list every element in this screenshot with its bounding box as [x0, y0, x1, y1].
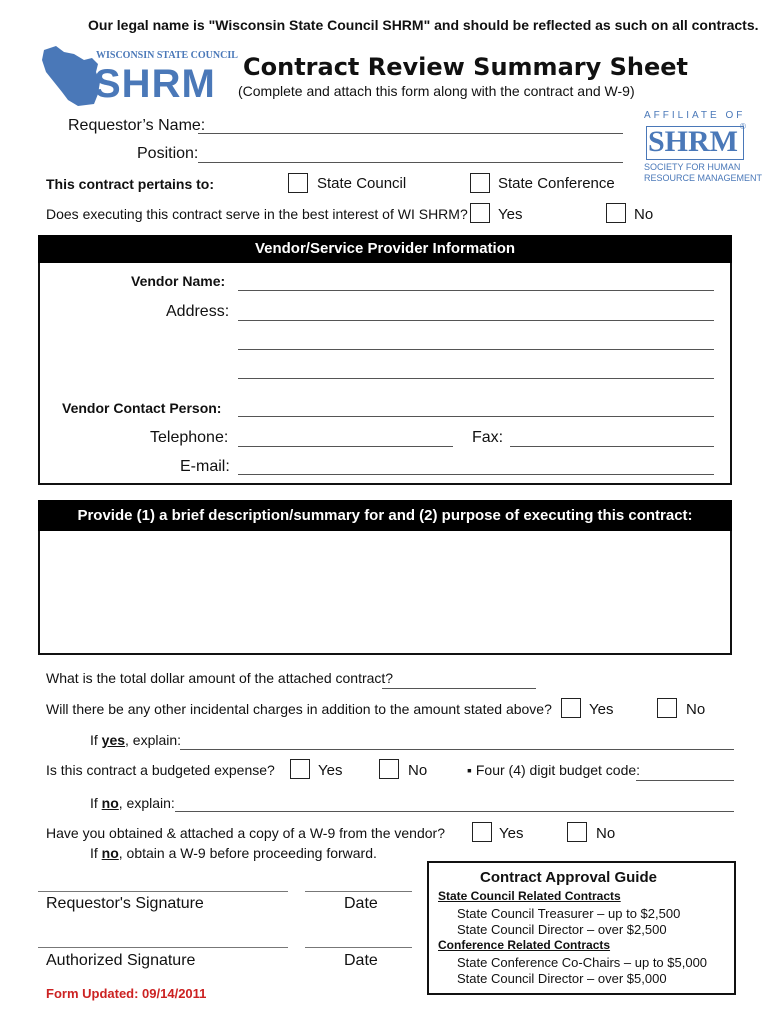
- email-label: E-mail:: [180, 458, 230, 475]
- incidental-question: Will there be any other incidental charges in addition to the amount stated above?: [46, 701, 552, 717]
- vendor-contact-label: Vendor Contact Person:: [62, 400, 222, 416]
- best-interest-question: Does executing this contract serve in the best interest of WI SHRM?: [46, 206, 468, 222]
- requestor-date-label: Date: [344, 895, 378, 912]
- requestor-signature-label: Requestor's Signature: [46, 895, 204, 912]
- pertains-label: This contract pertains to:: [46, 176, 215, 192]
- best-interest-no-label: No: [634, 206, 654, 223]
- budgeted-question: Is this contract a budgeted expense?: [46, 762, 275, 778]
- address-field-2[interactable]: [238, 349, 714, 350]
- authorized-date-label: Date: [344, 952, 378, 969]
- address-field-1[interactable]: [238, 320, 714, 321]
- vendor-contact-field[interactable]: [238, 416, 714, 417]
- state-council-checkbox[interactable]: [288, 173, 308, 193]
- budgeted-no-checkbox[interactable]: [379, 759, 399, 779]
- vendor-name-field[interactable]: [238, 290, 714, 291]
- incidental-no-checkbox[interactable]: [657, 698, 677, 718]
- incidental-yes-checkbox[interactable]: [561, 698, 581, 718]
- state-conference-label: State Conference: [498, 175, 615, 192]
- if-no-label: If no, explain:: [90, 795, 175, 811]
- shrm-line1: SOCIETY FOR HUMAN: [644, 162, 741, 172]
- form-updated: Form Updated: 09/14/2011: [46, 986, 207, 1001]
- guide-item-conference-director: State Council Director – over $5,000: [457, 971, 667, 986]
- guide-item-council-director: State Council Director – over $2,500: [457, 922, 667, 937]
- affiliate-text: AFFILIATE OF: [644, 110, 746, 121]
- total-amount-question: What is the total dollar amount of the attached contract?: [46, 670, 394, 686]
- w9-note: If no, obtain a W-9 before proceeding forward.: [90, 845, 377, 861]
- email-field[interactable]: [238, 474, 714, 475]
- logo-council-text: WISCONSIN STATE COUNCIL: [96, 50, 238, 61]
- w9-yes-label: Yes: [499, 825, 524, 842]
- requestor-name-field[interactable]: [198, 133, 623, 134]
- vendor-section-header: Vendor/Service Provider Information: [38, 235, 732, 263]
- incidental-yes-label: Yes: [589, 701, 614, 718]
- page-title: Contract Review Summary Sheet: [243, 53, 688, 81]
- shrm-affiliate-logo: [640, 110, 763, 190]
- budgeted-no-label: No: [408, 762, 428, 779]
- authorized-date-line[interactable]: [305, 947, 412, 948]
- w9-yes-checkbox[interactable]: [472, 822, 492, 842]
- budgeted-yes-checkbox[interactable]: [290, 759, 310, 779]
- approval-guide-title: Contract Approval Guide: [480, 869, 657, 886]
- budget-code-label: ▪ Four (4) digit budget code:: [467, 762, 641, 778]
- w9-no-checkbox[interactable]: [567, 822, 587, 842]
- registered-mark: ®: [740, 122, 746, 131]
- requestor-date-line[interactable]: [305, 891, 412, 892]
- guide-item-treasurer: State Council Treasurer – up to $2,500: [457, 906, 681, 921]
- authorized-signature-line[interactable]: [38, 947, 288, 948]
- telephone-label: Telephone:: [150, 429, 229, 446]
- if-yes-label: If yes, explain:: [90, 732, 182, 748]
- budgeted-yes-label: Yes: [318, 762, 343, 779]
- best-interest-yes-checkbox[interactable]: [470, 203, 490, 223]
- guide-heading-council: State Council Related Contracts: [438, 889, 621, 903]
- position-label: Position:: [137, 145, 199, 162]
- incidental-no-label: No: [686, 701, 706, 718]
- state-council-label: State Council: [317, 175, 407, 192]
- page-subtitle: (Complete and attach this form along with the contract and W-9): [238, 83, 635, 99]
- if-no-explain-field[interactable]: [175, 811, 734, 812]
- vendor-name-label: Vendor Name:: [131, 273, 226, 289]
- description-textarea[interactable]: [40, 531, 730, 653]
- authorized-signature-label: Authorized Signature: [46, 952, 196, 969]
- logo-shrm-text: SHRM: [94, 62, 216, 106]
- telephone-field[interactable]: [238, 446, 453, 447]
- best-interest-yes-label: Yes: [498, 206, 523, 223]
- fax-field[interactable]: [510, 446, 714, 447]
- address-label: Address:: [166, 303, 230, 320]
- best-interest-no-checkbox[interactable]: [606, 203, 626, 223]
- fax-label: Fax:: [472, 429, 504, 446]
- wisconsin-shrm-logo: [38, 42, 238, 112]
- shrm-logo-text: SHRM: [648, 125, 738, 158]
- if-yes-explain-field[interactable]: [180, 749, 734, 750]
- guide-item-cochairs: State Conference Co-Chairs – up to $5,000: [457, 955, 708, 970]
- legal-name-notice: Our legal name is "Wisconsin State Council SHRM" and should be reflected as such on all contracts.: [88, 17, 759, 33]
- position-field[interactable]: [198, 162, 623, 163]
- requestor-name-label: Requestor’s Name:: [68, 117, 206, 134]
- total-amount-field[interactable]: [382, 688, 536, 689]
- w9-no-label: No: [596, 825, 616, 842]
- description-header: Provide (1) a brief description/summary for and (2) purpose of executing this contract:: [38, 500, 732, 531]
- w9-question: Have you obtained & attached a copy of a W-9 from the vendor?: [46, 825, 445, 841]
- requestor-signature-line[interactable]: [38, 891, 288, 892]
- state-conference-checkbox[interactable]: [470, 173, 490, 193]
- address-field-3[interactable]: [238, 378, 714, 379]
- shrm-line2: RESOURCE MANAGEMENT: [644, 173, 763, 183]
- budget-code-field[interactable]: [636, 780, 734, 781]
- guide-heading-conference: Conference Related Contracts: [438, 938, 611, 952]
